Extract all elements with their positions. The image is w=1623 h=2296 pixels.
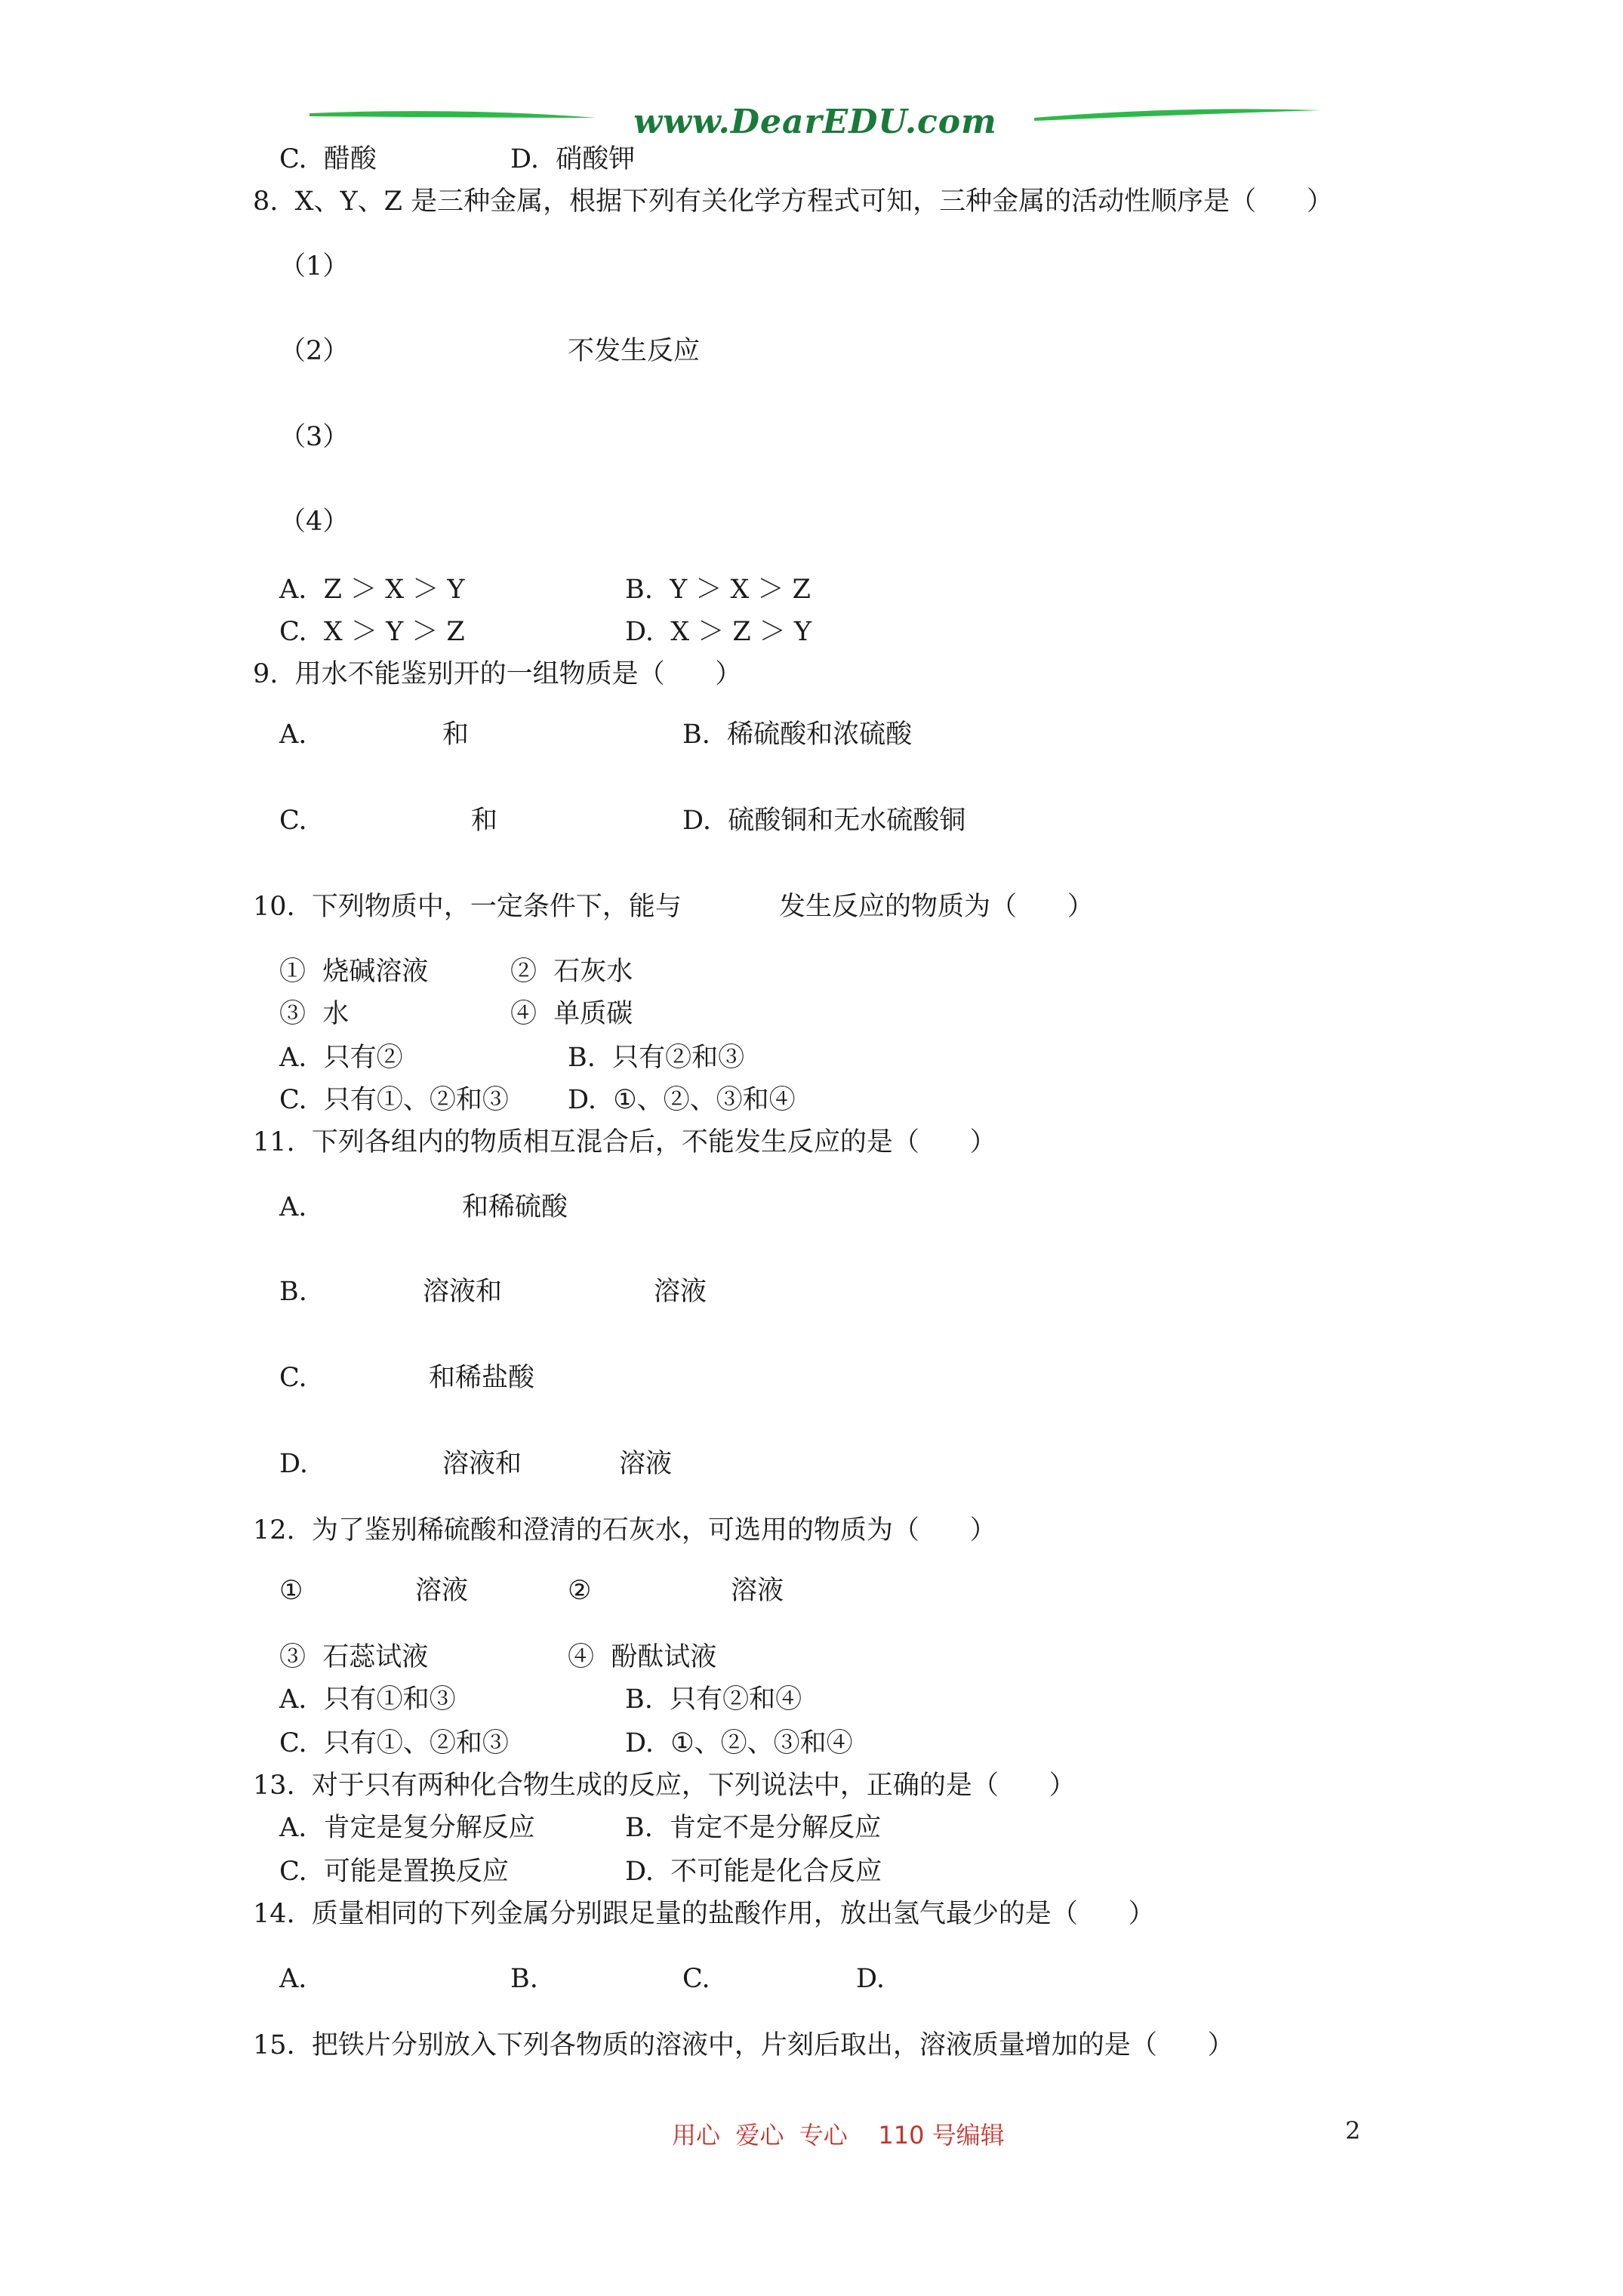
q15-stem: 15. 把铁片分别放入下列各物质的溶液中，片刻后取出，溶液质量增加的是（ ） bbox=[253, 2030, 1234, 2060]
q12-opt1-label: ① bbox=[279, 1576, 303, 1606]
footer-text: 用心 爱心 专心 110 号编辑 bbox=[672, 2121, 1005, 2150]
q8-eq3: （3） bbox=[279, 422, 350, 452]
q14-option-b: B. bbox=[510, 1964, 538, 1994]
q12-option-b: B. 只有②和④ bbox=[625, 1684, 802, 1715]
q9-option-b: B. 稀硫酸和浓硫酸 bbox=[682, 720, 913, 750]
q8-eq4: （4） bbox=[279, 507, 350, 537]
header-banner bbox=[310, 100, 1321, 145]
q9-option-a-text: 和 bbox=[442, 720, 470, 750]
q11-option-d-text2: 溶液 bbox=[619, 1449, 673, 1479]
q7-option-d: D. 硝酸钾 bbox=[510, 144, 636, 174]
q10-option-a: A. 只有② bbox=[279, 1043, 403, 1073]
q13-option-b: B. 肯定不是分解反应 bbox=[625, 1813, 882, 1843]
q11-option-c-text: 和稀盐酸 bbox=[429, 1363, 535, 1393]
q10-option-d: D. ①、②、③和④ bbox=[568, 1085, 796, 1115]
q9-option-c-text: 和 bbox=[471, 806, 498, 836]
q8-eq2: （2） bbox=[279, 336, 350, 366]
q13-option-a: A. 肯定是复分解反应 bbox=[279, 1813, 535, 1843]
q12-option-a: A. 只有①和③ bbox=[279, 1684, 456, 1715]
q13-option-d: D. 不可能是化合反应 bbox=[625, 1857, 882, 1887]
q12-opt2-text: 溶液 bbox=[731, 1576, 784, 1606]
q12-option-d: D. ①、②、③和④ bbox=[625, 1728, 853, 1758]
q8-eq1: （1） bbox=[279, 251, 350, 282]
q10-option-c: C. 只有①、②和③ bbox=[279, 1085, 509, 1115]
q8-eq2-note: 不发生反应 bbox=[568, 336, 701, 366]
q11-option-b-label: B. bbox=[279, 1277, 307, 1307]
q11-option-b-text2: 溶液 bbox=[654, 1277, 707, 1307]
q8-option-b: B. Y ＞ X ＞ Z bbox=[625, 575, 811, 605]
page-number: 2 bbox=[1345, 2116, 1361, 2145]
q12-opt3: ③ 石蕊试液 bbox=[279, 1642, 429, 1672]
q11-option-d-label: D. bbox=[279, 1449, 308, 1479]
q10-opt2: ② 石灰水 bbox=[510, 957, 633, 987]
q10-opt1: ① 烧碱溶液 bbox=[279, 957, 429, 987]
q11-option-c-label: C. bbox=[279, 1363, 307, 1393]
q8-option-d: D. X ＞ Z ＞ Y bbox=[625, 617, 812, 647]
q12-opt4: ④ 酚酞试液 bbox=[568, 1642, 717, 1672]
q13-stem: 13. 对于只有两种化合物生成的反应，下列说法中，正确的是（ ） bbox=[253, 1771, 1076, 1801]
q11-option-a-label: A. bbox=[279, 1192, 307, 1222]
q9-stem: 9. 用水不能鉴别开的一组物质是（ ） bbox=[253, 659, 742, 689]
q14-stem: 14. 质量相同的下列金属分别跟足量的盐酸作用，放出氢气最少的是（ ） bbox=[253, 1899, 1155, 1929]
q10-stem-part2: 发生反应的物质为（ ） bbox=[779, 892, 1094, 922]
q11-stem: 11. 下列各组内的物质相互混合后，不能发生反应的是（ ） bbox=[253, 1127, 996, 1157]
q12-opt2-label: ② bbox=[568, 1576, 592, 1606]
q9-option-c-label: C. bbox=[279, 806, 307, 836]
q13-option-c: C. 可能是置换反应 bbox=[279, 1857, 509, 1887]
site-logo: www.DearEDU.com bbox=[633, 103, 997, 141]
q11-option-d-text1: 溶液和 bbox=[442, 1449, 522, 1479]
q10-stem-part1: 10. 下列物质中，一定条件下，能与 bbox=[253, 892, 682, 922]
q14-option-d: D. bbox=[856, 1964, 885, 1994]
q14-option-c: C. bbox=[682, 1964, 710, 1994]
q11-option-a-text: 和稀硫酸 bbox=[462, 1192, 568, 1222]
q8-option-a: A. Z ＞ X ＞ Y bbox=[279, 575, 465, 605]
q10-opt4: ④ 单质碳 bbox=[510, 999, 633, 1029]
q8-stem: 8. X、Y、Z 是三种金属，根据下列有关化学方程式可知，三种金属的活动性顺序是（ ） bbox=[253, 186, 1333, 217]
q7-option-c: C. 醋酸 bbox=[279, 144, 377, 174]
q12-opt1-text: 溶液 bbox=[415, 1576, 469, 1606]
q10-option-b: B. 只有②和③ bbox=[568, 1043, 745, 1073]
q14-option-a: A. bbox=[279, 1964, 307, 1994]
q9-option-a-label: A. bbox=[279, 720, 307, 750]
q12-option-c: C. 只有①、②和③ bbox=[279, 1728, 509, 1758]
q8-option-c: C. X ＞ Y ＞ Z bbox=[279, 617, 465, 647]
q12-stem: 12. 为了鉴别稀硫酸和澄清的石灰水，可选用的物质为（ ） bbox=[253, 1515, 996, 1546]
q9-option-d: D. 硫酸铜和无水硫酸铜 bbox=[682, 806, 966, 836]
q10-opt3: ③ 水 bbox=[279, 999, 350, 1029]
q11-option-b-text1: 溶液和 bbox=[423, 1277, 503, 1307]
